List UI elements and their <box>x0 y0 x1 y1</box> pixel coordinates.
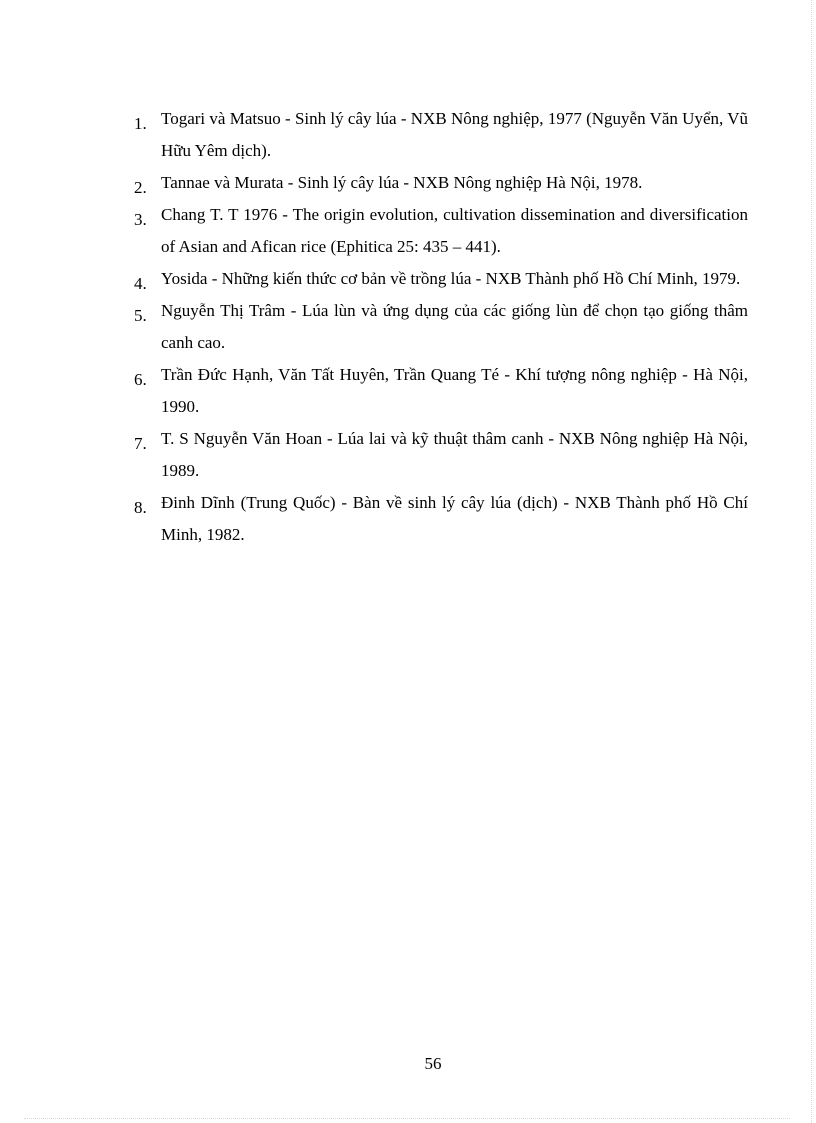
reference-text: T. S Nguyễn Văn Hoan - Lúa lai và kỹ thuật thâm canh - NXB Nông nghiệp Hà Nội, 1989. <box>161 429 748 480</box>
reference-item-5 <box>134 295 748 359</box>
page-bottom-edge <box>24 1118 790 1119</box>
reference-number: 4. <box>134 274 147 293</box>
reference-item-6 <box>134 359 748 423</box>
page-number: 56 <box>424 1054 442 1073</box>
reference-text: Trần Đức Hạnh, Văn Tất Huyên, Trần Quang Té - Khí tượng nông nghiệp - Hà Nội, 1990. <box>161 365 748 416</box>
reference-number: 7. <box>134 434 147 453</box>
reference-text: Tannae và Murata - Sinh lý cây lúa - NXB Nông nghiệp Hà Nội, 1978. <box>161 173 643 192</box>
reference-item-7 <box>134 423 748 487</box>
reference-number: 3. <box>134 210 147 229</box>
reference-number: 8. <box>134 498 147 517</box>
reference-text: Nguyễn Thị Trâm - Lúa lùn và ứng dụng của các giống lùn để chọn tạo giống thâm canh cao. <box>161 301 748 352</box>
reference-item-4 <box>134 263 748 295</box>
reference-list <box>134 103 748 551</box>
reference-text: Đinh Dĩnh (Trung Quốc) - Bàn về sinh lý cây lúa (dịch) - NXB Thành phố Hồ Chí Minh, 1982. <box>161 493 748 544</box>
reference-item-3 <box>134 199 748 263</box>
reference-number: 1. <box>134 114 147 133</box>
reference-text: Yosida - Những kiến thức cơ bản về trồng lúa - NXB Thành phố Hồ Chí Minh, 1979. <box>161 269 741 288</box>
reference-text: Chang T. T 1976 - The origin evolution, cultivation dissemination and diversification of Asian and Afican rice (Ephitica 25: 435 – 441). <box>161 205 748 256</box>
reference-number: 6. <box>134 370 147 389</box>
reference-item-8 <box>134 487 748 551</box>
reference-item-2 <box>134 167 748 199</box>
page-edge <box>811 0 816 1123</box>
reference-number: 2. <box>134 178 147 197</box>
reference-text: Togari và Matsuo - Sinh lý cây lúa - NXB Nông nghiệp, 1977 (Nguyễn Văn Uyển, Vũ Hữu Yêm dịch). <box>161 109 748 160</box>
reference-item-1 <box>134 103 748 167</box>
reference-number: 5. <box>134 306 147 325</box>
